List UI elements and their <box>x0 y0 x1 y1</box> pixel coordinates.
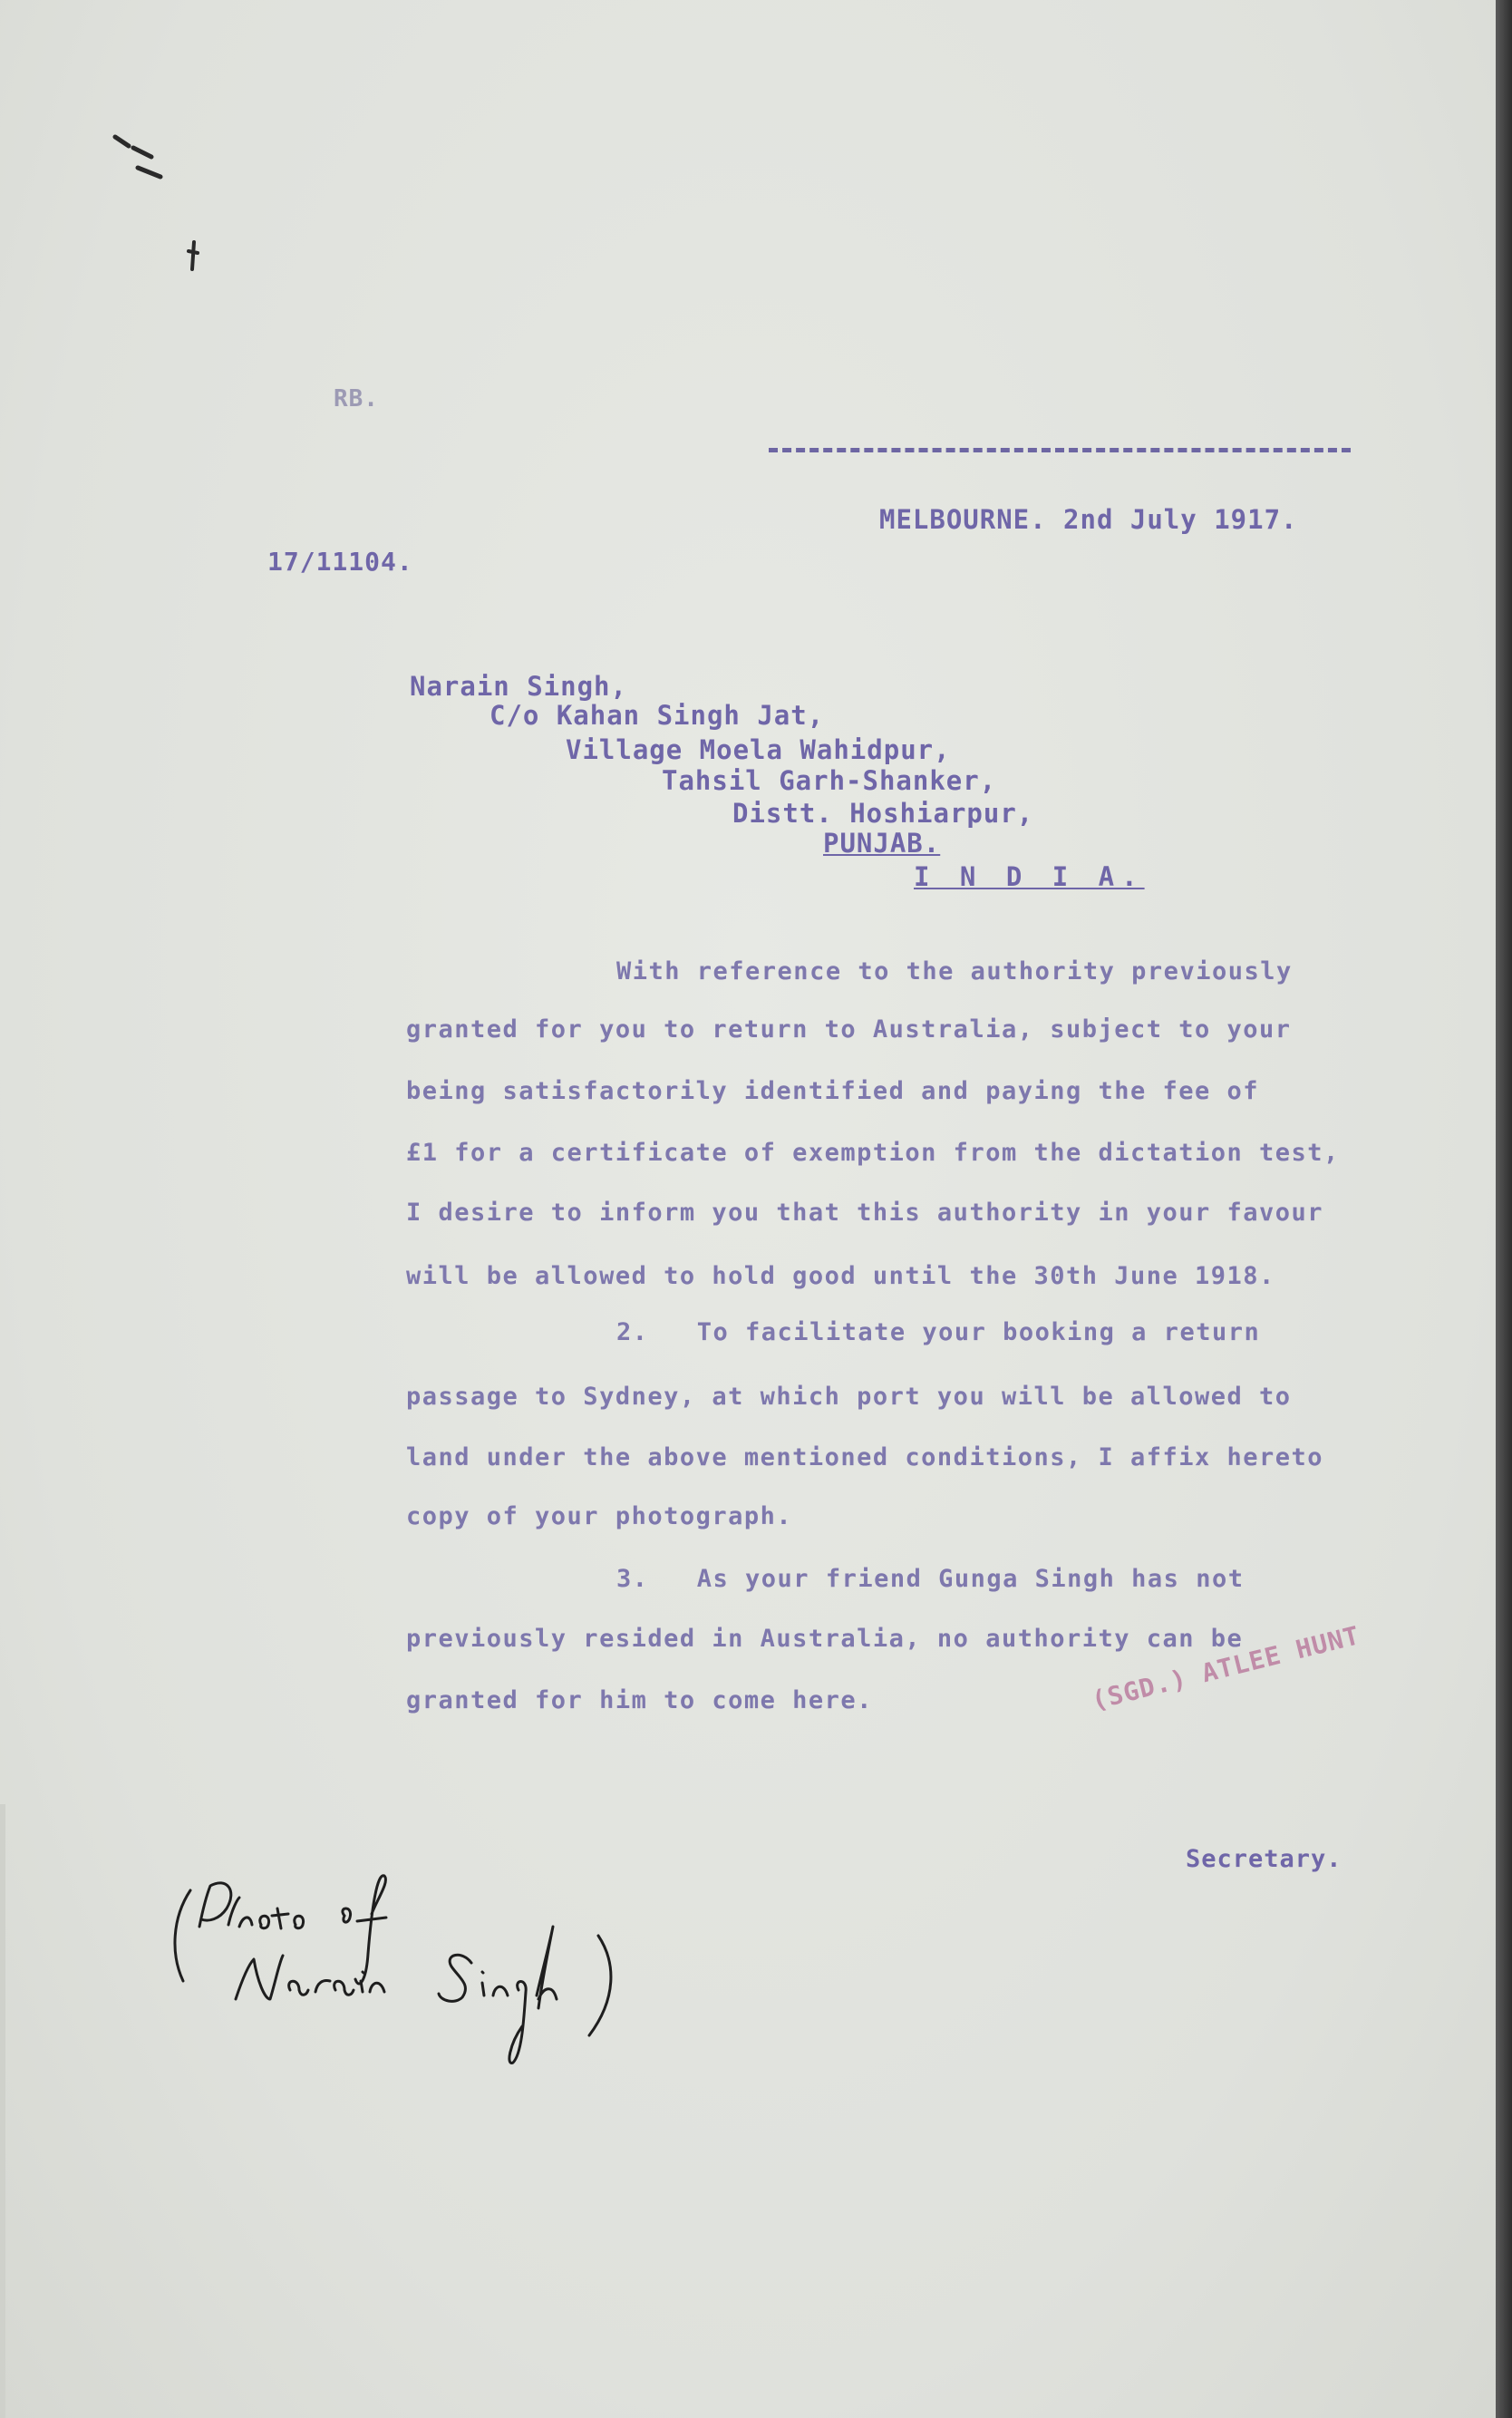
body-line: £1 for a certificate of exemption from the dictation test, <box>406 1139 1340 1167</box>
page-fold <box>0 1804 5 2418</box>
body-line: I desire to inform you that this authority in your favour <box>406 1199 1324 1227</box>
body-line: granted for him to come here. <box>406 1686 873 1714</box>
address-line: Tahsil Garh-Shanker, <box>662 765 997 796</box>
body-line: copy of your photograph. <box>406 1502 793 1530</box>
address-line: PUNJAB. <box>823 828 941 859</box>
address-line: I N D I A. <box>914 861 1145 892</box>
body-line: passage to Sydney, at which port you will be allowed to <box>406 1383 1292 1411</box>
dashed-rule <box>769 448 1351 452</box>
address-line: C/o Kahan Singh Jat, <box>489 700 825 731</box>
body-line: 3. As your friend Gunga Singh has not <box>616 1565 1245 1593</box>
ink-mark <box>185 238 203 275</box>
body-line: land under the above mentioned conditions, I affix hereto <box>406 1443 1324 1471</box>
file-number: 17/11104. <box>267 547 413 577</box>
body-line: will be allowed to hold good until the 30th June 1918. <box>406 1262 1275 1290</box>
body-line: previously resided in Australia, no authority can be <box>406 1625 1244 1653</box>
body-line: With reference to the authority previously <box>616 957 1293 986</box>
handwritten-note <box>163 1872 653 2108</box>
signature-stamp: (SGD.) ATLEE HUNT <box>1089 1620 1363 1716</box>
body-line: 2. To facilitate your booking a return <box>616 1318 1261 1346</box>
address-line: Narain Singh, <box>410 671 627 702</box>
body-line: granted for you to return to Australia, subject to your <box>406 1015 1292 1044</box>
dateline: MELBOURNE. 2nd July 1917. <box>879 504 1298 535</box>
body-line: being satisfactorily identified and paying the fee of <box>406 1077 1260 1105</box>
reference-mark: RB. <box>334 385 379 413</box>
address-line: Distt. Hoshiarpur, <box>732 798 1034 829</box>
ink-mark <box>111 130 174 184</box>
signature-title: Secretary. <box>1186 1845 1342 1873</box>
page-edge <box>1496 0 1512 2418</box>
address-line: Village Moela Wahidpur, <box>566 734 951 765</box>
